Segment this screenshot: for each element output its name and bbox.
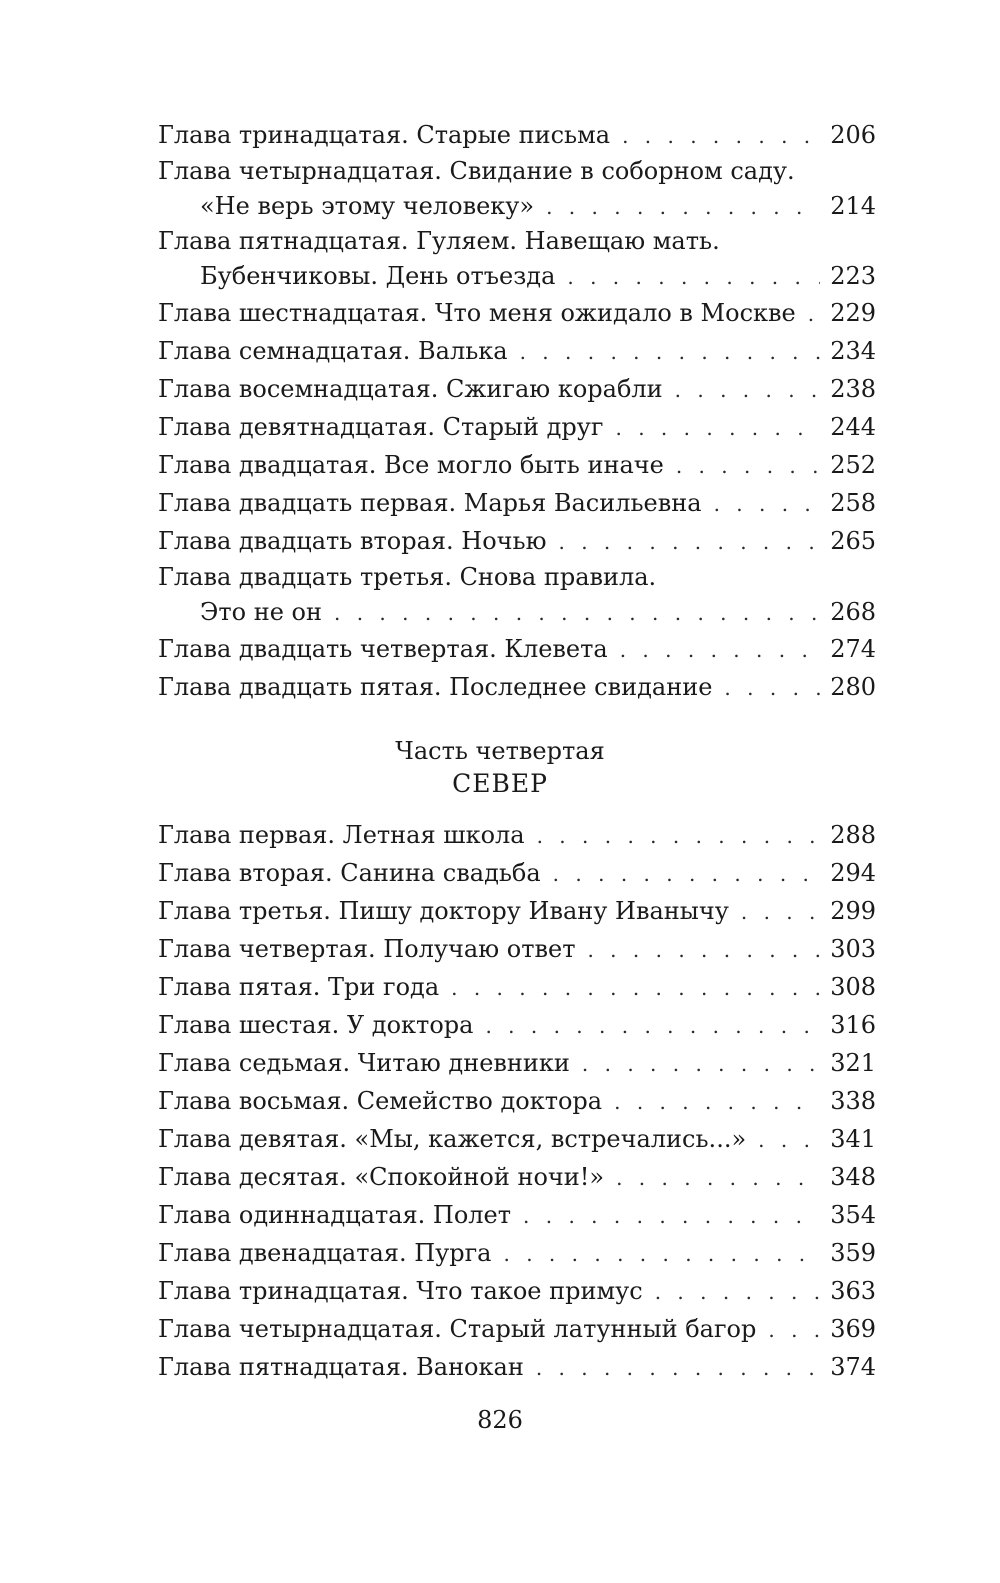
dot-leader — [451, 970, 820, 1007]
toc-entry — [158, 117, 876, 155]
toc-entry-title: Глава двадцать первая. Марья Васильевна — [158, 489, 702, 517]
toc-entry — [158, 1273, 876, 1311]
toc-entry-title: Бубенчиковы. День отъезда — [200, 262, 556, 290]
dot-leader — [758, 1122, 820, 1159]
dot-leader — [724, 670, 820, 707]
toc-entry-title: Глава первая. Летная школа — [158, 821, 525, 849]
dot-leader — [620, 632, 820, 669]
toc-entry-title: «Не верь этому человеку» — [200, 192, 535, 220]
toc-entry — [158, 1311, 876, 1349]
toc-entry-title: Глава девятая. «Мы, кажется, встречались...» — [158, 1125, 747, 1153]
toc-entry — [158, 1197, 876, 1235]
toc-entry-title: Глава четырнадцатая. Старый латунный багор — [158, 1315, 757, 1343]
dot-leader — [523, 1198, 820, 1235]
toc-entry — [158, 817, 876, 855]
toc-entry — [158, 188, 876, 225]
toc-entry — [158, 1083, 876, 1121]
toc-entry-title: Глава одиннадцатая. Полет — [158, 1201, 512, 1229]
toc-entry-page: 348 — [830, 1163, 876, 1191]
toc-entry — [158, 1349, 876, 1387]
toc-entry — [158, 523, 876, 561]
toc-entry — [158, 295, 876, 333]
toc-entry-title: Глава семнадцатая. Валька — [158, 337, 508, 365]
toc-entry-title: Глава третья. Пишу доктору Ивану Иванычу — [158, 897, 729, 925]
toc-entry — [158, 409, 876, 447]
toc-entry-page: 268 — [830, 598, 876, 626]
dot-leader — [520, 334, 821, 371]
toc-entry-title: Глава четвертая. Получаю ответ — [158, 935, 576, 963]
dot-leader — [768, 1312, 820, 1349]
toc-entry-page: 206 — [830, 121, 876, 149]
toc-entry-title: Глава пятая. Три года — [158, 973, 440, 1001]
toc-entry-page: 341 — [830, 1125, 876, 1153]
toc-entry-page: 274 — [830, 635, 876, 663]
part-heading: Часть четвертая — [395, 737, 605, 765]
part-title: СЕВЕР — [452, 769, 548, 798]
toc-entry-title: Глава двадцать четвертая. Клевета — [158, 635, 608, 663]
toc-entry-page: 369 — [830, 1315, 876, 1343]
toc-entry-page: 316 — [830, 1011, 876, 1039]
toc-entry-page: 265 — [830, 527, 876, 555]
dot-leader — [616, 1160, 820, 1197]
toc-entry — [158, 1159, 876, 1197]
toc-entry — [158, 485, 876, 523]
toc-entry-title: Глава вторая. Санина свадьба — [158, 859, 541, 887]
toc-entry-page: 258 — [830, 489, 876, 517]
toc-entry-title: Глава пятнадцатая. Ванокан — [158, 1353, 524, 1381]
toc-entry — [158, 931, 876, 969]
toc-entry — [158, 893, 876, 931]
toc-entry-title: Глава девятнадцатая. Старый друг — [158, 413, 604, 441]
dot-leader — [334, 595, 820, 631]
toc-entry-first-line: Глава двадцать третья. Снова правила. — [158, 563, 657, 591]
toc-entry — [158, 371, 876, 409]
toc-entry-page: 238 — [830, 375, 876, 403]
dot-leader — [546, 189, 820, 225]
toc-entry — [158, 669, 876, 707]
toc-entry-page: 214 — [830, 192, 876, 220]
toc-entry — [158, 333, 876, 371]
dot-leader — [655, 1274, 820, 1311]
toc-entry — [158, 631, 876, 669]
toc-entry — [158, 1121, 876, 1159]
toc-entry-title: Глава тринадцатая. Что такое примус — [158, 1277, 643, 1305]
toc-entry-title: Глава десятая. «Спокойной ночи!» — [158, 1163, 605, 1191]
toc-entry-page: 280 — [830, 673, 876, 701]
toc-entry-title: Это не он — [200, 598, 322, 626]
toc-entry — [158, 1235, 876, 1273]
page-number: 826 — [477, 1406, 523, 1434]
dot-leader — [676, 448, 820, 485]
dot-leader — [485, 1008, 820, 1045]
toc-entry-page: 223 — [830, 262, 876, 290]
toc-entry-first-line: Глава пятнадцатая. Гуляем. Навещаю мать. — [158, 227, 720, 255]
toc-entry-page: 252 — [830, 451, 876, 479]
toc-entry-page: 244 — [830, 413, 876, 441]
toc-entry — [158, 594, 876, 631]
toc-entry-page: 229 — [830, 299, 876, 327]
toc-entry-page: 308 — [830, 973, 876, 1001]
toc-entry-title: Глава шестая. У доктора — [158, 1011, 474, 1039]
toc-entry-page: 321 — [830, 1049, 876, 1077]
toc-entry-title: Глава двадцать пятая. Последнее свидание — [158, 673, 713, 701]
dot-leader — [504, 1236, 821, 1273]
toc-entry-title: Глава тринадцатая. Старые письма — [158, 121, 611, 149]
toc-entry-title: Глава двадцатая. Все могло быть иначе — [158, 451, 664, 479]
dot-leader — [559, 524, 821, 561]
dot-leader — [616, 410, 821, 447]
toc-entry-page: 338 — [830, 1087, 876, 1115]
dot-leader — [614, 1084, 820, 1121]
toc-entry — [158, 855, 876, 893]
dot-leader — [567, 259, 820, 295]
toc-entry-title: Глава двадцать вторая. Ночью — [158, 527, 547, 555]
dot-leader — [622, 118, 820, 155]
toc-entry-title: Глава двенадцатая. Пурга — [158, 1239, 492, 1267]
toc-entry-title: Глава восемнадцатая. Сжигаю корабли — [158, 375, 663, 403]
toc-entry-title: Глава шестнадцатая. Что меня ожидало в Москве — [158, 299, 796, 327]
toc-entry — [158, 447, 876, 485]
toc-list-part-four — [158, 817, 876, 1387]
toc-entry — [158, 969, 876, 1007]
toc-entry-page: 363 — [830, 1277, 876, 1305]
toc-entry-page: 359 — [830, 1239, 876, 1267]
dot-leader — [587, 932, 820, 969]
toc-entry-first-line: Глава четырнадцатая. Свидание в соборном саду. — [158, 157, 795, 185]
toc-entry-page: 294 — [830, 859, 876, 887]
dot-leader — [808, 296, 820, 333]
dot-leader — [741, 894, 820, 931]
dot-leader — [553, 856, 821, 893]
toc-entry-page: 303 — [830, 935, 876, 963]
toc-entry-page: 288 — [830, 821, 876, 849]
toc-entry-page: 234 — [830, 337, 876, 365]
toc-list-part-three — [158, 117, 876, 707]
dot-leader — [536, 1350, 820, 1387]
toc-entry — [158, 1007, 876, 1045]
dot-leader — [675, 372, 821, 409]
toc-entry-page: 374 — [830, 1353, 876, 1381]
toc-entry-title: Глава седьмая. Читаю дневники — [158, 1049, 570, 1077]
toc-entry-page: 299 — [830, 897, 876, 925]
dot-leader — [714, 486, 821, 523]
dot-leader — [537, 818, 821, 855]
toc-entry-title: Глава восьмая. Семейство доктора — [158, 1087, 603, 1115]
toc-entry-page: 354 — [830, 1201, 876, 1229]
toc-entry — [158, 258, 876, 295]
toc-entry — [158, 1045, 876, 1083]
dot-leader — [582, 1046, 820, 1083]
